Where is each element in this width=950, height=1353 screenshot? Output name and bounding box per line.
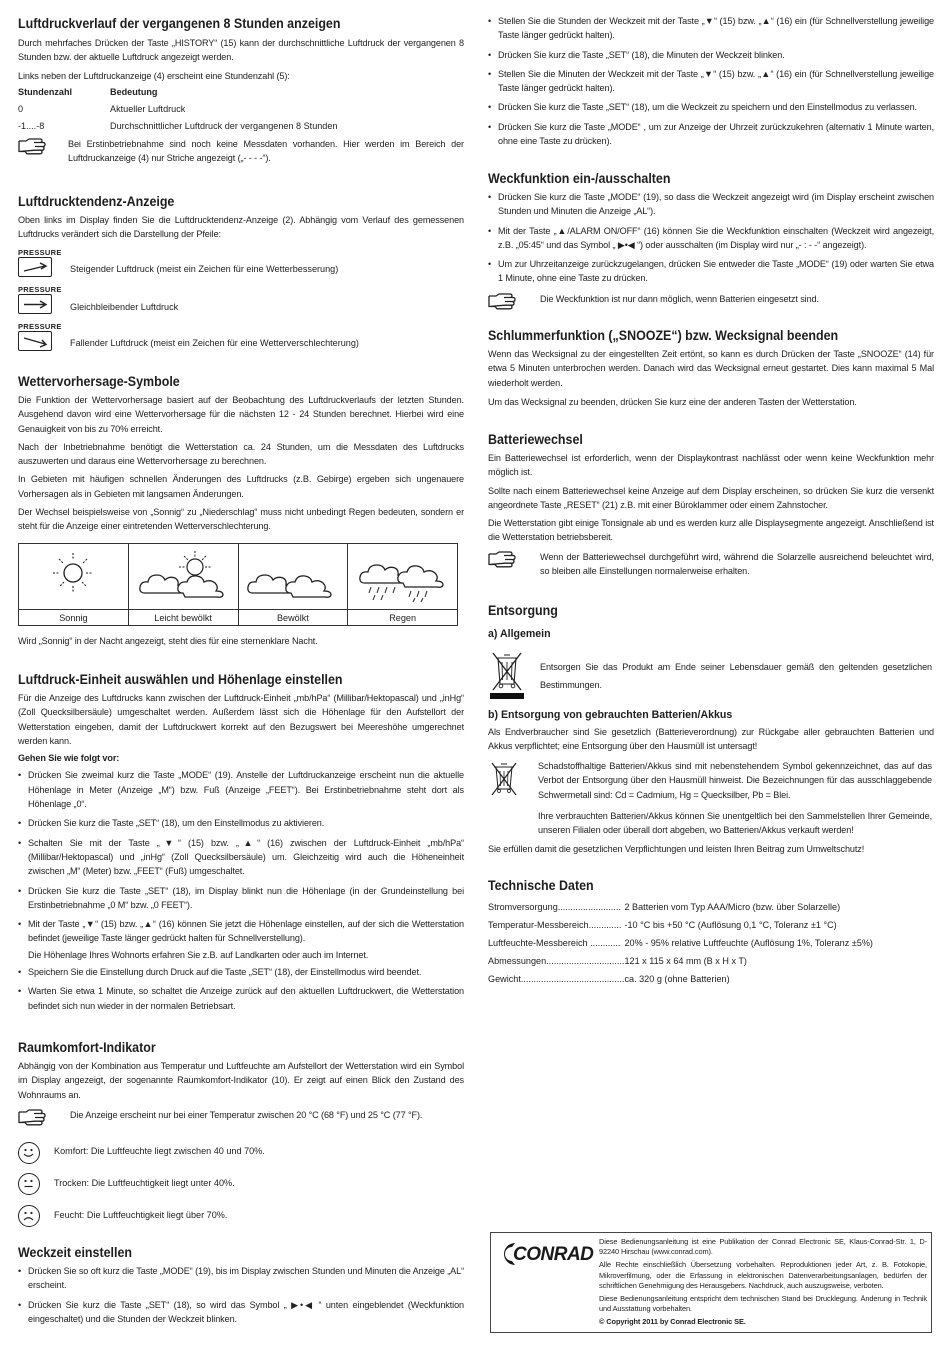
comfort-item bbox=[18, 1205, 464, 1229]
spec-label: Stromversorgung......................... bbox=[488, 902, 621, 912]
altitude-hint: Die Höhenlage Ihres Wohnorts erfahren Sie z.B. auf Landkarten oder auch im Internet. bbox=[28, 949, 369, 960]
forecast-p1: Die Funktion der Wettervorhersage basiert auf der Beobachtung des Luftdruckverlaufs der letzten Stunden. Ausgehend davon wird eine Wettervorhersage für die nächsten 12 - 24 Stunden berechnet. Hierbei wird eine Genauigkeit von bis zu 70% erreicht. bbox=[18, 395, 464, 434]
smiley-happy-icon bbox=[18, 1142, 40, 1164]
disposal-batteries-symbol bbox=[488, 759, 934, 841]
specs-table bbox=[488, 898, 873, 988]
spec-value: 2 Batterien vom Typ AAA/Micro (bzw. über Solarzelle) bbox=[624, 902, 841, 912]
forecast-label: Leicht bewölkt bbox=[128, 610, 238, 626]
list-item: • Stellen Sie die Minuten der Weckzeit mit der Taste „▼“ (15) bzw. „▲“ (16) ein (für Schnellverstellung jeweilige Taste länger gedrückt halten). bbox=[488, 67, 934, 96]
spec-label: Luftfeuchte-Messbereich ............ bbox=[488, 938, 621, 948]
arrow-down-right-icon bbox=[18, 331, 52, 351]
table-row bbox=[488, 916, 873, 934]
battery-section bbox=[488, 432, 934, 578]
disposal-closing bbox=[488, 842, 934, 856]
spec-value: ca. 320 g (ohne Batterien) bbox=[624, 974, 730, 984]
list-item: • Drücken Sie zweimal kurz die Taste „MODE“ (19). Anstelle der Luftdruckanzeige erscheint nun die aktuelle Höhenlage in Meter (Anzeige „M“) bzw. Fuß (Anzeige „FEET“). Bei Erstinbetriebnahme steht dort als Höhenlage „0“. bbox=[18, 768, 464, 811]
history-title: Luftdruckverlauf der vergangenen 8 Stunden anzeigen bbox=[18, 16, 341, 31]
spec-label: Abmessungen............................... bbox=[488, 956, 625, 966]
forecast-after bbox=[18, 634, 464, 648]
comfort-text: Trocken: Die Luftfeuchtigkeit liegt unter 40%. bbox=[54, 1178, 235, 1188]
imprint-box bbox=[490, 1232, 932, 1333]
battery-title: Batteriewechsel bbox=[488, 432, 583, 447]
battery-p3: Die Wetterstation gibt einige Tonsignale ab und es werden kurz alle Displaysegmente angezeigt. Anschließend ist die Wetterstation betriebsbereit. bbox=[488, 518, 934, 543]
specs-section bbox=[488, 878, 934, 988]
comfort-p1: Abhängig von der Kombination aus Temperatur und Luftfeuchte am Aufstellort der Wetterstation wird ein Symbol im Display angezeigt, der sogenannte Raumkomfort-Indikator (10). Er zeigt auf einen Blick den Zustand des Wohnraums an. bbox=[18, 1061, 464, 1100]
spec-value: 121 x 115 x 64 mm (B x H x T) bbox=[624, 956, 747, 966]
unit-section bbox=[18, 672, 464, 1013]
alarm-set-continued bbox=[488, 14, 934, 148]
disposal-p-b4: Sie erfüllen damit die gesetzlichen Verpflichtungen und leisten Ihren Beitrag zum Umweltschutz! bbox=[488, 844, 865, 854]
pointing-hand-icon bbox=[18, 137, 46, 155]
conrad-logo bbox=[497, 1241, 597, 1267]
forecast-section bbox=[18, 374, 464, 534]
unit-p1: Für die Anzeige des Luftdrucks kann zwischen der Luftdruck-Einheit „mb/hPa“ (Millibar/Hektopascal) und „inHg“ (Zoll Quecksilbersäule) umgeschaltet werden. Außerdem lässt sich die Höhenlage für den Aufstellort der Wetterstation eingeben, damit der Luftdruckwert korrekt auf den Bezugswert bei Meereshöhe umgerechnet werden kann. bbox=[18, 693, 464, 746]
list-item: • Drücken Sie kurz die Taste „SET“ (18), so wird das Symbol „ ▶•◀ “ unten eingeblendet (Weckfunktion eingeschaltet) und die Stunden der Weckzeit blinken. bbox=[18, 1298, 464, 1327]
history-hour: 0 bbox=[18, 103, 24, 114]
list-item: • Drücken Sie kurz die Taste „SET“ (18), die Minuten der Weckzeit blinken. bbox=[488, 48, 934, 62]
arrow-right-icon bbox=[18, 294, 52, 314]
table-row bbox=[18, 101, 337, 118]
imprint-copyright: © Copyright 2011 by Conrad Electronic SE. bbox=[599, 1317, 746, 1327]
trend-item bbox=[18, 285, 464, 314]
comfort-text: Komfort: Die Luftfeuchte liegt zwischen 40 und 70%. bbox=[54, 1146, 265, 1156]
unit-title: Luftdruck-Einheit auswählen und Höhenlage einstellen bbox=[18, 672, 343, 687]
forecast-p2: Nach der Inbetriebnahme benötigt die Wetterstation ca. 24 Stunden, um die Messdaten des Luftdrucks auszuwerten und daraus eine Wettervorhersage zu berechnen. bbox=[18, 441, 464, 467]
trend-text: Gleichbleibender Luftdruck bbox=[70, 302, 179, 312]
list-item: • Mit der Taste „▲/ALARM ON/OFF“ (16) können Sie die Weckfunktion einschalten (Weckzeit wird angezeigt, z.B. „05:45“ und das Symbol „ ▶•◀ “) oder ausschalten (im Display wird nur „- : - -“ angezeigt). bbox=[488, 224, 934, 253]
crossed-bin-battery-icon bbox=[490, 761, 518, 799]
unit-procedure: Gehen Sie wie folgt vor: bbox=[18, 753, 120, 764]
imprint-p3: Diese Bedienungsanleitung entspricht dem technischen Stand bei Drucklegung. Änderung in Technik und Ausstattung vorbehalten. bbox=[599, 1294, 927, 1314]
disposal-title: Entsorgung bbox=[488, 603, 558, 618]
disposal-batteries bbox=[488, 709, 934, 754]
battery-note bbox=[488, 550, 934, 579]
history-section bbox=[18, 16, 464, 165]
forecast-p3: In Gebieten mit häufigen schnellen Änderungen des Luftdrucks (z.B. Gebirge) ergeben sich ungenauere Vorhersagen als in Gebieten mit langsamen Änderungen. bbox=[18, 474, 464, 499]
trend-item bbox=[18, 248, 464, 277]
alarm-set-section bbox=[18, 1245, 464, 1326]
trend-title: Luftdrucktendenz-Anzeige bbox=[18, 194, 175, 209]
alarm-toggle-note bbox=[488, 292, 934, 306]
forecast-label: Bewölkt bbox=[238, 610, 348, 626]
history-table bbox=[18, 84, 337, 135]
history-col-meaning: Bedeutung bbox=[110, 86, 158, 97]
disposal-p-b1: Als Endverbraucher sind Sie gesetzlich (Batterieverordnung) zur Rückgabe aller gebrauchten Batterien und Akkus verpflichtet; eine Entsorgung über den Hausmüll ist untersagt! bbox=[488, 727, 934, 752]
list-item: • Drücken Sie kurz die Taste „MODE“ (19), so dass die Weckzeit angezeigt wird (im Display erscheint zwischen Stunden und Minuten die Anzeige „AL“). bbox=[488, 190, 934, 219]
snooze-section bbox=[488, 328, 934, 409]
snooze-title: Schlummerfunktion („SNOOZE“) bzw. Wecksignal beenden bbox=[488, 328, 839, 343]
pointing-hand-icon bbox=[488, 292, 516, 310]
table-row bbox=[488, 898, 873, 916]
pressure-label: PRESSURE bbox=[18, 285, 62, 294]
disposal-p-b2: Schadstoffhaltige Batterien/Akkus sind mit nebenstehendem Symbol gekennzeichnet, das auf das Verbot der Entsorgung über den Hausmüll hinweist. Die Bezeichnungen für das ausschlaggebende Schwermetall sind: Cd = Cadmium, Hg = Quecksilber, Pb = Blei. bbox=[538, 761, 932, 800]
history-col-hour: Stundenzahl bbox=[18, 86, 73, 97]
alarm-toggle-section bbox=[488, 171, 934, 306]
battery-p1: Ein Batteriewechsel ist erforderlich, wenn der Displaykontrast nachlässt oder wenn keine Weckfunktion mehr möglich ist. bbox=[488, 453, 934, 478]
cloud-icon bbox=[238, 544, 348, 610]
arrow-up-right-icon bbox=[18, 257, 52, 277]
snooze-p1: Wenn das Wecksignal zu der eingestellten Zeit ertönt, so kann es durch Drücken der Taste „SNOOZE“ (14) für etwa 5 Minuten unterbrochen werden. Danach wird das Wecksignal erneut gestartet. Dies kann maximal 5 Mal wiederholt werden. bbox=[488, 349, 934, 388]
imprint-p1: Diese Bedienungsanleitung ist eine Publikation der Conrad Electronic SE, Klaus-Conrad-Str. 1, D-92240 Hirschau (www.conrad.com). bbox=[599, 1237, 927, 1257]
trend-text: Fallender Luftdruck (meist ein Zeichen für eine Wetterverschlechterung) bbox=[70, 338, 359, 348]
history-p2: Links neben der Luftdruckanzeige (4) erscheint eine Stundenzahl (5): bbox=[18, 70, 290, 81]
comfort-title: Raumkomfort-Indikator bbox=[18, 1040, 156, 1055]
spec-value: -10 °C bis +50 °C (Auflösung 0,1 °C, Toleranz ±1 °C) bbox=[624, 920, 837, 930]
history-p1: Durch mehrfaches Drücken der Taste „HISTORY“ (15) kann der durchschnittliche Luftdruck der vergangenen 8 Stunden bzw. der aktuelle Luftdruck angezeigt werden. bbox=[18, 38, 464, 63]
battery-note-text: Wenn der Batteriewechsel durchgeführt wird, während die Solarzelle ausreichend beleuchtet wird, so bleiben alle Einstellungen normalerweise erhalten. bbox=[540, 551, 934, 577]
list-item: • Mit der Taste „▼“ (15) bzw. „▲“ (16) können Sie jetzt die Höhenlage einstellen, auf der sich die Wetterstation befindet (jeweilige Taste länger gedrückt halten für Schnellverstellung). bbox=[18, 917, 464, 946]
history-hour: -1....-8 bbox=[18, 120, 45, 131]
conrad-logo-text: CONRAD bbox=[513, 1244, 594, 1265]
smiley-neutral-icon bbox=[18, 1173, 40, 1195]
pressure-label: PRESSURE bbox=[18, 248, 62, 257]
pointing-hand-icon bbox=[18, 1108, 46, 1126]
history-note-text: Bei Erstinbetriebnahme sind noch keine Messdaten vorhanden. Hier werden im Bereich der Luftdruckanzeige (4) nur Striche angezeigt („- - - -“). bbox=[68, 138, 464, 164]
forecast-p4: Der Wechsel beispielsweise von „Sonnig“ zu „Niederschlag“ muss nicht unbedingt Regen bedeuten, sondern er steht für die Anzeige einer eintretenden Wetterverschlechterung. bbox=[18, 507, 464, 532]
rain-cloud-icon bbox=[348, 544, 458, 610]
spec-value: 20% - 95% relative Luftfeuchte (Auflösung 1%, Toleranz ±5%) bbox=[624, 938, 873, 948]
disposal-general bbox=[488, 650, 934, 700]
trend-section bbox=[18, 194, 464, 242]
comfort-note bbox=[18, 1108, 464, 1122]
disposal-sub-a: a) Allgemein bbox=[488, 628, 551, 640]
alarm-toggle-note-text: Die Weckfunktion ist nur dann möglich, wenn Batterien eingesetzt sind. bbox=[540, 293, 819, 304]
specs-title: Technische Daten bbox=[488, 878, 594, 893]
forecast-label: Sonnig bbox=[19, 610, 129, 626]
sun-icon bbox=[19, 544, 129, 610]
table-row bbox=[18, 118, 337, 135]
forecast-title: Wettervorhersage-Symbole bbox=[18, 374, 180, 389]
list-item: • Warten Sie etwa 1 Minute, so schaltet die Anzeige zurück auf den aktuellen Luftdruckwert, die Wetterstation befindet sich nun wieder in der normalen Betriebsart. bbox=[18, 984, 464, 1013]
list-item: • Stellen Sie die Stunden der Weckzeit mit der Taste „▼“ (15) bzw. „▲“ (16) ein (für Schnellverstellung jeweilige Taste länger gedrückt halten). bbox=[488, 14, 934, 43]
smiley-sad-icon bbox=[18, 1205, 40, 1227]
list-item: • Drücken Sie kurz die Taste „SET“ (18), um die Weckzeit zu speichern und den Einstellmodus zu verlassen. bbox=[488, 100, 934, 114]
forecast-symbols-table bbox=[18, 543, 464, 627]
disposal-text-a: Entsorgen Sie das Produkt am Ende seiner Lebensdauer gemäß den geltenden gesetzlichen Bestimmungen. bbox=[540, 662, 932, 690]
history-meaning: Aktueller Luftdruck bbox=[110, 103, 186, 114]
disposal-section bbox=[488, 603, 934, 641]
history-meaning: Durchschnittlicher Luftdruck der vergangenen 8 Stunden bbox=[110, 120, 338, 131]
list-item: • Drücken Sie so oft kurz die Taste „MODE“ (19), bis im Display zwischen Stunden und Minuten die Anzeige „AL“ erscheint. bbox=[18, 1264, 464, 1293]
sun-cloud-icon bbox=[128, 544, 238, 610]
comfort-item bbox=[18, 1173, 464, 1197]
list-item: • Drücken Sie kurz die Taste „SET“ (18), um den Einstellmodus zu aktivieren. bbox=[18, 816, 464, 830]
forecast-label: Regen bbox=[348, 610, 458, 626]
forecast-after-text: Wird „Sonnig“ in der Nacht angezeigt, steht dies für eine sternenklare Nacht. bbox=[18, 636, 318, 646]
table-row bbox=[488, 934, 873, 952]
trend-intro: Oben links im Display finden Sie die Luftdrucktendenz-Anzeige (2). Abhängig vom Verlauf des gemessenen Luftdrucks verändert sich die Darstellung der Pfeile: bbox=[18, 215, 464, 240]
imprint-text bbox=[599, 1237, 927, 1328]
list-item: • Um zur Uhrzeitanzeige zurückzugelangen, drücken Sie entweder die Taste „MODE“ (19) oder warten Sie etwa 1 Minute, ohne eine Taste zu drücken. bbox=[488, 257, 934, 286]
table-row bbox=[488, 952, 873, 970]
battery-p2: Sollte nach einem Batteriewechsel keine Anzeige auf dem Display erscheinen, so drücken Sie kurz die versenkt angeordnete Taste „RESET“ (21) z.B. mit einer Büroklammer oder einem Zahnstocher. bbox=[488, 485, 934, 510]
snooze-p2: Um das Wecksignal zu beenden, drücken Sie kurz eine der anderen Tasten der Wetterstation. bbox=[488, 396, 857, 407]
comfort-note-text: Die Anzeige erscheint nur bei einer Temperatur zwischen 20 °C (68 °F) und 25 °C (77 °F). bbox=[70, 1109, 423, 1120]
list-item: • Schalten Sie mit der Taste „▼“ (15) bzw. „▲“ (16) zwischen der Luftdruck-Einheit „mb/hPa“ (Millibar/Hektopascal) und „inHg“ (Zoll Quecksilbersäule) um. Gleichzeitig wird auch die Höheneinheit zwischen „M“ (Meter) bzw. „FEET“ (Fuß) umgeschaltet. bbox=[18, 836, 464, 879]
trend-text: Steigender Luftdruck (meist ein Zeichen für eine Wetterbesserung) bbox=[70, 264, 339, 274]
list-item: • Drücken Sie kurz die Taste „MODE“ , um zur Anzeige der Uhrzeit zurückzukehren (alternativ 1 Minute warten, ohne eine Taste zu drücken). bbox=[488, 120, 934, 149]
spec-label: Temperatur-Messbereich............. bbox=[488, 920, 622, 930]
comfort-text: Feucht: Die Luftfeuchtigkeit liegt über 70%. bbox=[54, 1210, 228, 1220]
alarm-set-title: Weckzeit einstellen bbox=[18, 1245, 132, 1260]
disposal-p-b3: Ihre verbrauchten Batterien/Akkus können Sie unentgeltlich bei den Sammelstellen Ihrer Gemeinde, unseren Filialen oder überall dort abgeben, wo Batterien/Akkus verkauft werden! bbox=[538, 811, 932, 836]
imprint-p2: Alle Rechte einschließlich Übersetzung vorbehalten. Reproduktionen jeder Art, z. B. Fotokopie, Mikroverfilmung, oder die Erfassung in elektronischen Datenverarbeitungsanlagen, bedürfen der schriftlichen Genehmigung des Herausgebers. Nachdruck, auch auszugsweise, verboten. bbox=[599, 1260, 927, 1290]
pointing-hand-icon bbox=[488, 550, 516, 568]
trend-item bbox=[18, 322, 464, 351]
disposal-sub-b: b) Entsorgung von gebrauchten Batterien/Akkus bbox=[488, 709, 733, 721]
table-row bbox=[488, 970, 873, 988]
list-item: • Drücken Sie kurz die Taste „SET“ (18), im Display blinkt nun die Höhenlage (in der Grundeinstellung bei Erstinbetriebnahme „0 M“ bzw. „0 FEET“). bbox=[18, 884, 464, 913]
comfort-section bbox=[18, 1040, 464, 1122]
pressure-label: PRESSURE bbox=[18, 322, 62, 331]
comfort-item bbox=[18, 1142, 464, 1166]
alarm-toggle-title: Weckfunktion ein-/ausschalten bbox=[488, 171, 671, 186]
spec-label: Gewicht......................................... bbox=[488, 974, 625, 984]
crossed-bin-icon bbox=[490, 650, 524, 700]
history-note bbox=[18, 137, 464, 166]
list-item: • Speichern Sie die Einstellung durch Druck auf die Taste „SET“ (18), der Einstellmodus wird beendet. bbox=[18, 965, 464, 979]
